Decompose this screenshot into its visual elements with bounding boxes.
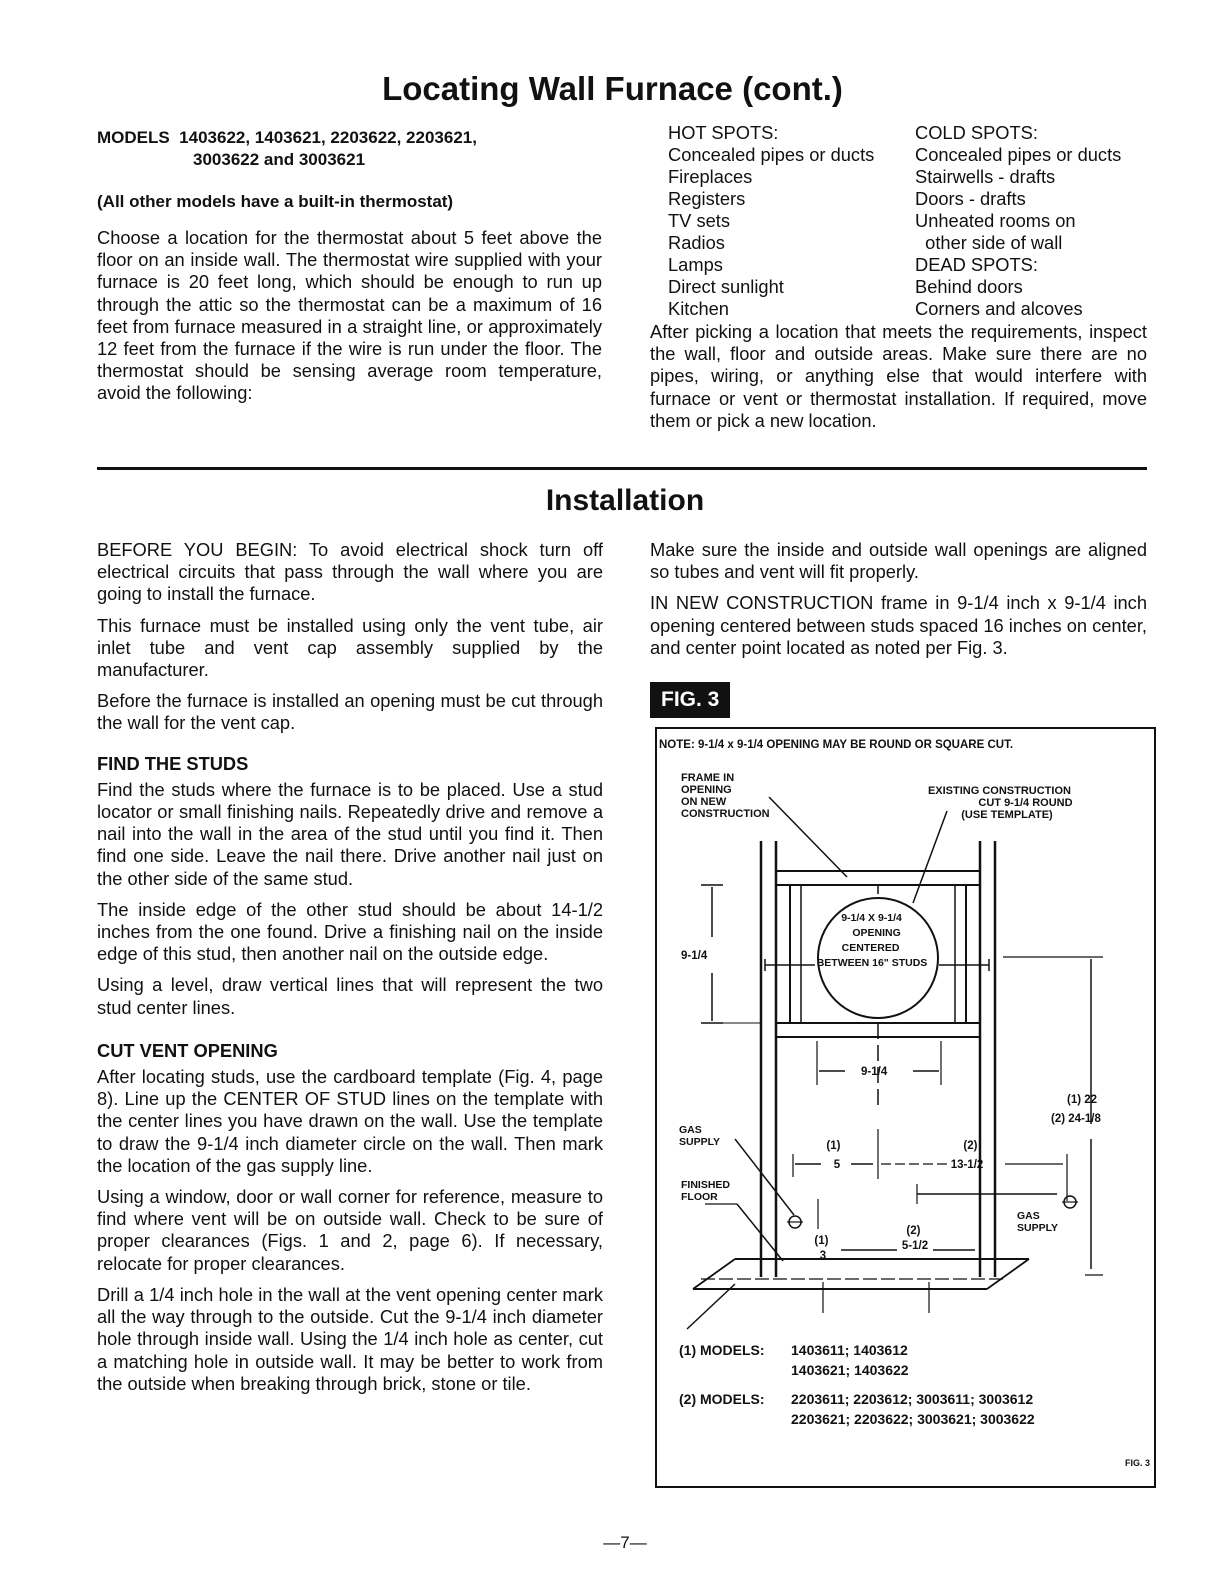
find-studs-paragraph-2: The inside edge of the other stud should be about 14-1/2 inches from the one found. Drive a finishing nail on the inside edge of this stud, then another nail on the outside edge. (97, 898, 603, 965)
hot_spots-item: TV sets (668, 210, 730, 231)
find-studs-paragraph-3: Using a level, draw vertical lines that will represent the two stud center lines. (97, 974, 603, 1018)
builtin-thermostat-note: (All other models have a built-in thermostat) (97, 192, 454, 211)
hot_spots-item: Kitchen (668, 298, 729, 319)
cut-vent-paragraph-2: Using a window, door or wall corner for reference, measure to find where vent will be on outside wall. Check to be sure of proper clearances (Figs. 1 and 2, page 6). If necessary, relocate for proper clearances. (97, 1186, 603, 1274)
hot_spots-item: Registers (668, 188, 746, 209)
hot_spots-item: Concealed pipes or ducts (668, 144, 875, 165)
models-line-1: MODELS 1403622, 1403621, 2203622, 2203621, (97, 128, 477, 147)
section-divider (97, 467, 1147, 470)
cold_spots-item: COLD SPOTS: (915, 122, 1038, 143)
dim-2-13-label: (2) 13-1/2 (950, 1140, 984, 1171)
opening-cut-paragraph: Before the furnace is installed an opening must be cut through the wall for the vent cap. (97, 690, 603, 734)
cold_spots-item: DEAD SPOTS: (915, 254, 1038, 275)
thermostat-intro: Choose a location for the thermostat about 5 feet above the floor on an inside wall. The thermostat wire supplied with your furnace is 20 feet long, which should be enough to run up through the attic so the thermostat can be a maximum of 16 feet from furnace measured in a straight line, or approximately 12 feet from the furnace if the wire is run under the floor. The thermostat should be sensing average room temperature, avoid the following: (97, 227, 602, 404)
gas-supply-right-label: GAS SUPPLY (1017, 1210, 1059, 1234)
models-2-list: 2203611; 2203612; 3003611; 3003612 2203621; 2203622; 3003621; 3003622 (791, 1391, 1035, 1427)
figure-ref-label: FIG. 3 (1125, 1458, 1151, 1468)
hot_spots-item: Fireplaces (668, 166, 753, 187)
cut-vent-paragraph-3: Drill a 1/4 inch hole in the wall at the vent opening center mark all the way through to the outside. Cut the 9-1/4 inch diameter hole through inside wall. Using the 1/4 inch hole as center, cut a matching hole in outside wall. It may be better to work from the outside when breaking through brick, stone or tile. (97, 1283, 603, 1394)
figure-3-box (655, 727, 1156, 1488)
top-left-column (97, 127, 602, 405)
after-picking-paragraph: After picking a location that meets the requirements, inspect the wall, floor and outside areas. Make sure there are no pipes, wiring, or anything else that would interfere with furnace or vent or thermostat installation. If required, move them or pick a new location. (650, 321, 1147, 431)
cut-vent-heading: CUT VENT OPENING (97, 1039, 278, 1061)
cold_spots-item: other side of wall (915, 232, 1063, 253)
figure-3-diagram (657, 729, 1154, 1486)
find-studs-paragraph-1: Find the studs where the furnace is to be placed. Use a stud locator or small finishing nails. Repeatedly drive and remove a nail into the wall in the area of the stud until you find it. Then find one side. Leave the nail there. Drive another nail just on the other side of the same stud. (97, 778, 603, 889)
hot-spots-list (668, 122, 874, 320)
dim-1-3-label: (1) 3 (814, 1235, 829, 1262)
manufacturer-parts-paragraph: This furnace must be installed using only the vent tube, air inlet tube and vent cap assembly supplied by the manufacturer. (97, 614, 603, 681)
cold_spots-item: Stairwells - drafts (915, 166, 1056, 187)
hot_spots-item: HOT SPOTS: (668, 122, 779, 143)
cold_spots-item: Concealed pipes or ducts (915, 144, 1122, 165)
hot_spots-item: Direct sunlight (668, 276, 784, 297)
existing-construction-label: EXISTING CONSTRUCTION CUT 9-1/4 ROUND (USE TEMPLATE) (927, 785, 1073, 821)
find-studs-heading: FIND THE STUDS (97, 752, 249, 774)
page-number: —7— (603, 1533, 647, 1552)
cold_spots-item: Unheated rooms on (915, 210, 1076, 231)
cold_spots-item: Doors - drafts (915, 188, 1026, 209)
models-1-list: 1403611; 1403612 1403621; 1403622 (791, 1342, 909, 1378)
models-2-label: (2) MODELS: (679, 1391, 765, 1407)
installation-right-column (650, 539, 1147, 659)
hot_spots-item: Radios (668, 232, 725, 253)
dim-width-label: 9-1/4 (861, 1066, 888, 1078)
section-title-installation: Installation (545, 484, 705, 517)
gas-supply-left-label: GAS SUPPLY (679, 1124, 721, 1148)
opening-label: 9-1/4 X 9-1/4 OPENING CENTERED BETWEEN 16" STUDS (816, 912, 928, 969)
new-construction-paragraph: IN NEW CONSTRUCTION frame in 9-1/4 inch x 9-1/4 inch opening centered between studs spaced 16 inches on center, and center point located as noted per Fig. 3. (650, 592, 1147, 658)
models-1-label: (1) MODELS: (679, 1342, 765, 1358)
before-you-begin-paragraph: BEFORE YOU BEGIN: To avoid electrical shock turn off electrical circuits that pass through the wall where you are going to install the furnace. (97, 539, 603, 605)
figure-note: NOTE: 9-1/4 x 9-1/4 OPENING MAY BE ROUND OR SQUARE CUT. (659, 739, 1014, 751)
cold_spots-item: Behind doors (915, 276, 1023, 297)
align-openings-paragraph: Make sure the inside and outside wall openings are aligned so tubes and vent will fit properly. (650, 539, 1147, 583)
dim-2-5-label: (2) 5-1/2 (901, 1225, 929, 1252)
section-title-locating: Locating Wall Furnace (cont.) (382, 70, 843, 107)
cut-vent-paragraph-1: After locating studs, use the cardboard template (Fig. 4, page 8). Line up the CENTER OF STUD lines on the template with the center lines you have drawn on the wall. Use the template to draw the 9-1/4 inch diameter circle on the wall. Then mark the location of the gas supply line. (97, 1066, 603, 1176)
frame-label: FRAME IN OPENING ON NEW CONSTRUCTION (681, 772, 770, 820)
dim-height-label: 9-1/4 (681, 950, 708, 962)
cold_spots-item: Corners and alcoves (915, 298, 1083, 319)
finished-floor-label: FINISHED FLOOR (681, 1179, 731, 1203)
installation-left-column (97, 539, 603, 1395)
models-line-2: 3003622 and 3003621 (193, 150, 366, 169)
hot_spots-item: Lamps (668, 254, 723, 275)
cold-spots-list (915, 122, 1121, 320)
figure-tag: FIG. 3 (650, 682, 730, 718)
dim-1-5-label: (1) 5 (826, 1140, 841, 1171)
dim-heights-label: (1) 22 (2) 24-1/8 (1051, 1094, 1101, 1125)
